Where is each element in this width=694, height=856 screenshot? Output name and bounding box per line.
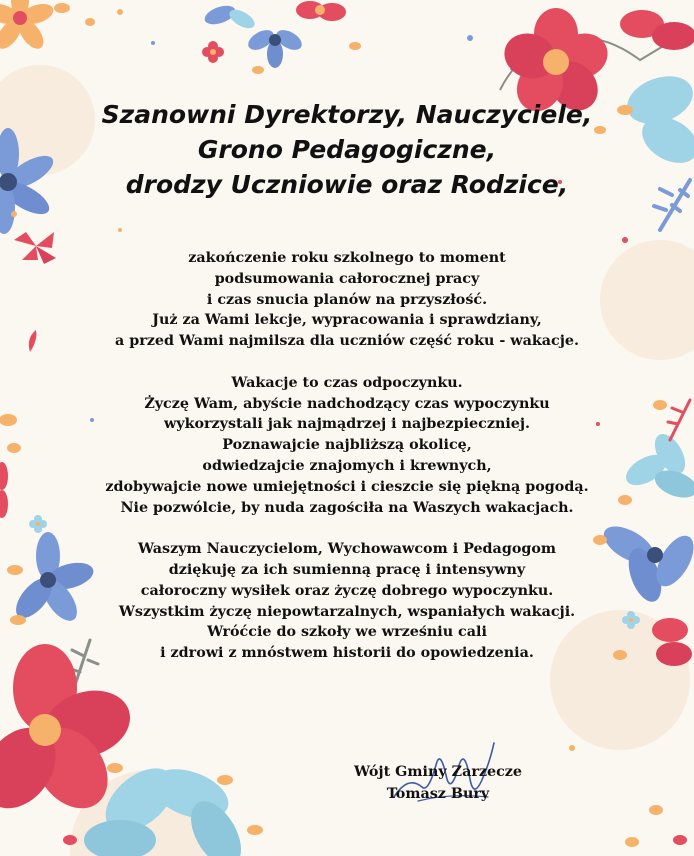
body-line: Waszym Nauczycielom, Wychowawcom i Pedagogom xyxy=(137,541,557,558)
signature-title: Wójt Gminy Zarzecze xyxy=(354,764,522,780)
body-line: Życzę Wam, abyście nadchodzący czas wypoczynku xyxy=(144,395,550,412)
heading-line: drodzy Uczniowie oraz Rodzice, xyxy=(125,170,569,199)
paragraph-wishes xyxy=(0,373,694,519)
body-line: całoroczny wysiłek oraz życzę dobrego wypoczynku. xyxy=(140,582,554,599)
letter-body xyxy=(0,248,694,685)
signature-block xyxy=(323,761,553,805)
body-line: Wakacje to czas odpoczynku. xyxy=(231,374,463,391)
greeting-heading xyxy=(0,97,694,202)
heading-line: Szanowni Dyrektorzy, Nauczyciele, xyxy=(101,100,593,129)
body-line: zdobywajcie nowe umiejętności i cieszcie się piękną pogodą. xyxy=(105,478,589,495)
body-line: podsumowania całorocznej pracy xyxy=(214,270,480,287)
body-line: wykorzystali jak najmądrzej i najbezpieczniej. xyxy=(163,416,531,433)
body-line: Już za Wami lekcje, wypracowania i sprawdziany, xyxy=(152,312,542,329)
body-line: i czas snucia planów na przyszłość. xyxy=(206,291,488,308)
heading-line: Grono Pedagogiczne, xyxy=(197,135,497,164)
body-line: i zdrowi z mnóstwem historii do opowiedzenia. xyxy=(160,645,534,662)
body-line: dziękuję za ich sumienną pracę i intensywny xyxy=(168,561,526,578)
top-center-flowers xyxy=(202,1,473,74)
signature-name: Tomasz Bury xyxy=(386,786,490,802)
body-line: a przed Wami najmilsza dla uczniów część roku - wakacje. xyxy=(115,333,579,350)
body-line: Wróćcie do szkoły we wrześniu cali xyxy=(207,624,487,641)
body-line: odwiedzajcie znajomych i krewnych, xyxy=(202,457,492,474)
body-line: zakończenie roku szkolnego to moment xyxy=(188,250,506,266)
paragraph-thanks xyxy=(0,539,694,664)
paragraph-intro xyxy=(0,248,694,352)
body-line: Wszystkim życzę niepowtarzalnych, wspaniałych wakacji. xyxy=(118,603,576,620)
body-line: Poznawajcie najbliższą okolicę, xyxy=(222,437,472,454)
body-line: Nie pozwólcie, by nuda zagościła na Waszych wakacjach. xyxy=(120,499,574,516)
